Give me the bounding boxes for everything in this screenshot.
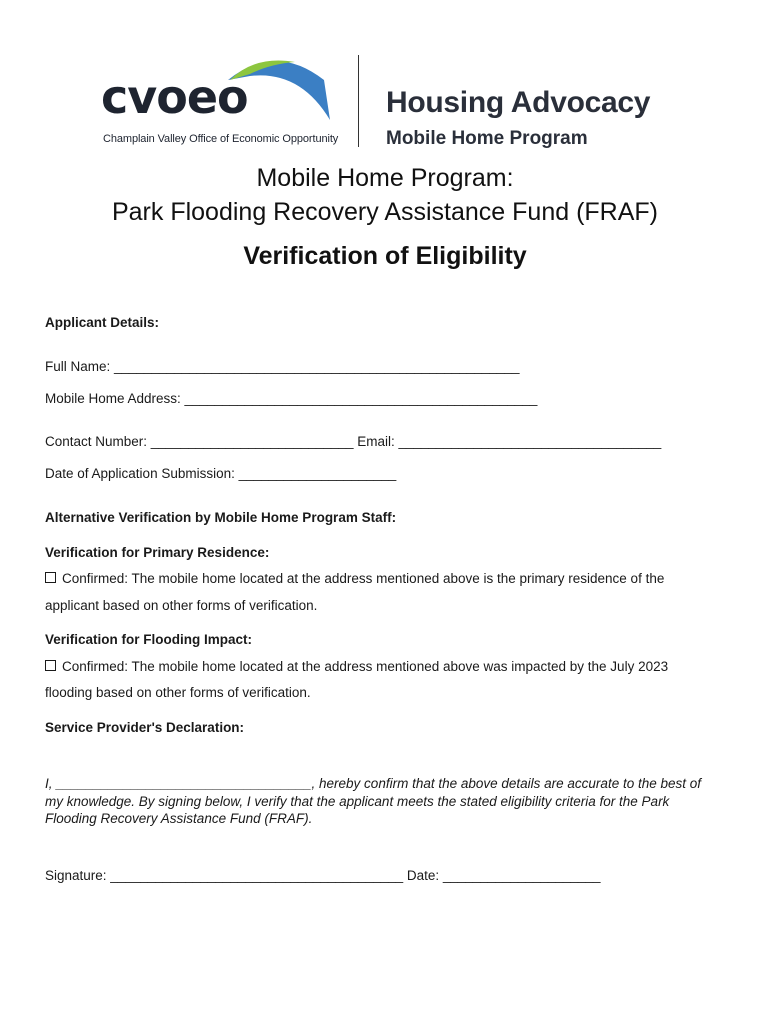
primary-residence-text-cont: applicant based on other forms of verification. <box>45 598 318 613</box>
mobile-home-address-field[interactable]: Mobile Home Address: _______________________________________________ <box>45 391 538 406</box>
full-name-field[interactable]: Full Name: ______________________________________________________ <box>45 359 520 374</box>
declaration-heading: Service Provider's Declaration: <box>45 720 245 735</box>
staff-verification-heading: Alternative Verification by Mobile Home Program Staff: <box>45 510 397 525</box>
application-date-field[interactable]: Date of Application Submission: _____________________ <box>45 466 397 481</box>
brand-subtitle: Mobile Home Program <box>386 128 588 149</box>
flooding-impact-checkbox[interactable] <box>45 660 56 671</box>
signature-date-field[interactable]: Signature: _______________________________________ Date: _____________________ <box>45 868 601 883</box>
flooding-impact-text-cont: flooding based on other forms of verification. <box>45 685 311 700</box>
header-divider <box>358 55 359 147</box>
flooding-impact-text: Confirmed: The mobile home located at the address mentioned above was impacted by the July 2023 <box>62 659 669 674</box>
applicant-details-heading: Applicant Details: <box>45 315 160 330</box>
title-line-2: Park Flooding Recovery Assistance Fund (FRAF) <box>111 198 659 226</box>
primary-residence-text: Confirmed: The mobile home located at the address mentioned above is the primary residence of the <box>62 571 665 586</box>
declaration-line-1[interactable]: I, __________________________________, hereby confirm that the above details are accurate to the best of <box>45 776 702 791</box>
declaration-line-2: my knowledge. By signing below, I verify that the applicant meets the stated eligibility criteria for the Park <box>45 794 670 809</box>
flooding-impact-confirm <box>45 660 668 674</box>
declaration-line-3: Flooding Recovery Assistance Fund (FRAF). <box>45 811 313 826</box>
logo-text: cvoeo <box>101 70 248 124</box>
primary-residence-checkbox[interactable] <box>45 572 56 583</box>
contact-email-field[interactable]: Contact Number: ___________________________ Email: ___________________________________ <box>45 434 662 449</box>
primary-residence-heading: Verification for Primary Residence: <box>45 545 270 560</box>
flooding-impact-heading: Verification for Flooding Impact: <box>45 632 253 647</box>
primary-residence-confirm <box>45 572 664 586</box>
document-heading: Verification of Eligibility <box>243 242 527 270</box>
brand-title: Housing Advocacy <box>386 86 651 119</box>
title-line-1: Mobile Home Program: <box>256 164 514 192</box>
logo-subtitle: Champlain Valley Office of Economic Opportunity <box>103 133 339 145</box>
